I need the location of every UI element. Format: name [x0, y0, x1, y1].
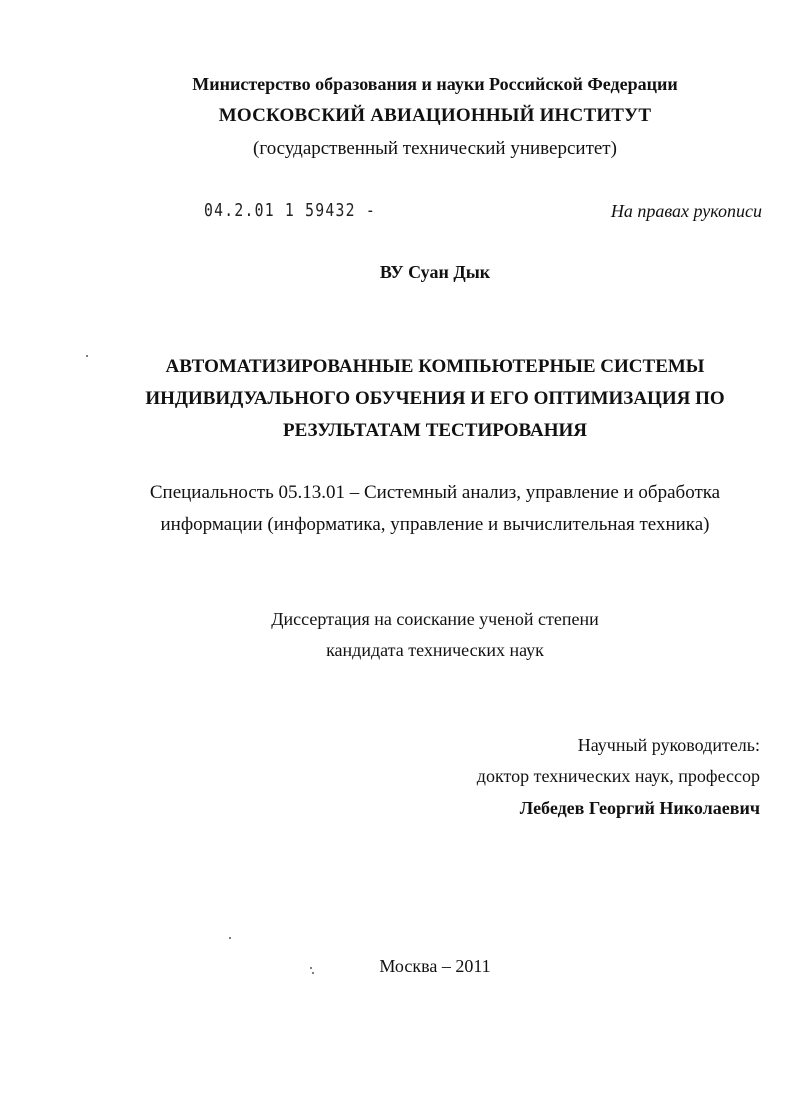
thesis-title-line-2: ИНДИВИДУАЛЬНОГО ОБУЧЕНИЯ И ЕГО ОПТИМИЗАЦИЯ ПО: [145, 388, 725, 409]
university-subheading: (государственный технический университет): [253, 138, 617, 159]
supervisor-label: Научный руководитель:: [577, 735, 760, 755]
speciality-line-1: Специальность 05.13.01 – Системный анализ, управление и обработка: [149, 482, 721, 503]
scan-speck: [310, 967, 312, 969]
speciality-line-2: информации (информатика, управление и вычислительная техника): [160, 514, 710, 535]
city-year: Москва – 2011: [379, 956, 491, 976]
dissertation-type-line-2: кандидата технических наук: [326, 640, 544, 660]
author-name: ВУ Суан Дык: [379, 262, 491, 282]
manuscript-rights-note: На правах рукописи: [610, 201, 762, 221]
scan-speck: [86, 355, 88, 357]
dissertation-type-line-1: Диссертация на соискание ученой степени: [271, 609, 599, 629]
scan-speck: [229, 937, 231, 939]
thesis-title-line-3: РЕЗУЛЬТАТАМ ТЕСТИРОВАНИЯ: [283, 420, 587, 441]
scan-speck: [312, 972, 314, 974]
supervisor-degree: доктор технических наук, профессор: [476, 766, 760, 786]
supervisor-name: Лебедев Георгий Николаевич: [519, 798, 760, 818]
ministry-heading: Министерство образования и науки Российской Федерации: [192, 74, 678, 94]
thesis-title-line-1: АВТОМАТИЗИРОВАННЫЕ КОМПЬЮТЕРНЫЕ СИСТЕМЫ: [165, 356, 705, 377]
institute-heading: МОСКОВСКИЙ АВИАЦИОННЫЙ ИНСТИТУТ: [218, 105, 652, 126]
registration-stamp: 04.2.01 1 59432 -: [204, 200, 376, 221]
